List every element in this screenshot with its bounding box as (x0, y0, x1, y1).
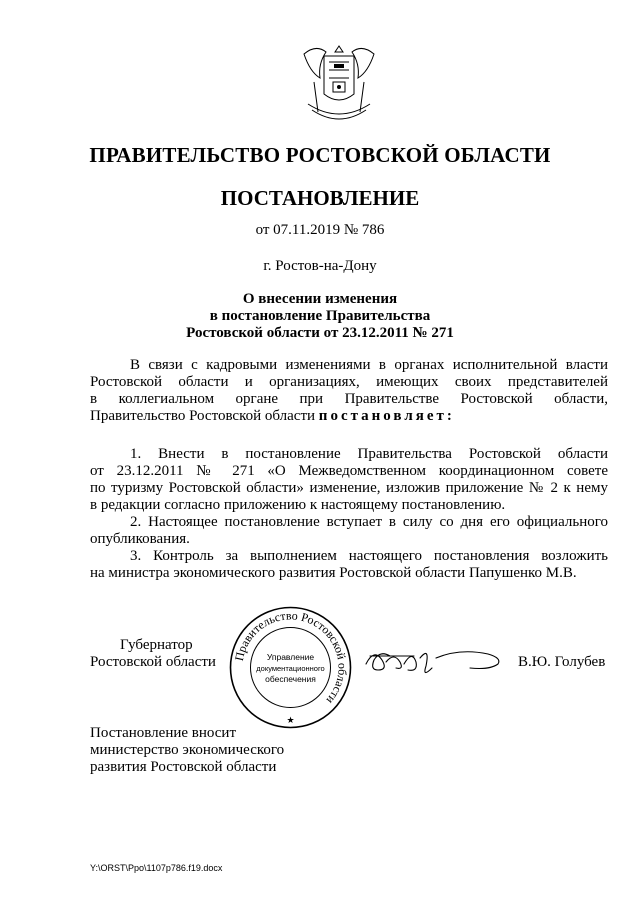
resolves-word: постановляет: (318, 408, 455, 424)
submitter (90, 725, 284, 776)
handwritten-signature (360, 640, 510, 680)
signer-title-l2: Ростовской области (90, 654, 216, 670)
stamp-inner-line: обеспечения (265, 674, 316, 684)
stamp-inner-line: документационного (256, 664, 325, 673)
item-line: 2. Настоящее постановление вступает в силу со дня его официального (130, 514, 608, 530)
item-line: 3. Контроль за выполнением настоящего постановления возложить (130, 548, 608, 564)
city: г. Ростов-на-Дону (263, 258, 377, 274)
file-path: Y:\ORST\Ppo\1107p786.f19.docx (90, 863, 223, 873)
submitter-line: министерство экономического (90, 742, 285, 758)
stamp-inner-line: Управление (266, 652, 315, 662)
document-title (0, 291, 640, 342)
item-line: по туризму Ростовской области» изменение, изложив приложение № 2 к нему (90, 480, 608, 496)
item-line: опубликования. (90, 531, 190, 547)
preamble (90, 357, 608, 425)
stamp-ring-text: Правительство Ростовской области (231, 608, 350, 707)
title-line: в постановление Правительства (209, 308, 431, 324)
preamble-line: В связи с кадровыми изменениями в органах исполнительной власти (130, 357, 608, 373)
signer-title-l1: Губернатор (120, 637, 193, 653)
stamp-star-icon: ★ (286, 715, 295, 725)
item-line: на министра экономического развития Ростовской области Папушенко М.В. (90, 565, 577, 581)
coat-of-arms-icon (296, 42, 382, 122)
items (90, 446, 608, 582)
title-line: Ростовской области от 23.12.2011 № 271 (186, 325, 454, 341)
preamble-line: в коллегиальном органе при Правительстве Ростовской области, (90, 391, 608, 407)
title-line: О внесении изменения (242, 291, 398, 307)
date-number: от 07.11.2019 № 786 (255, 222, 385, 238)
submitter-line: развития Ростовской области (90, 759, 277, 775)
submitter-line: Постановление вносит (90, 725, 237, 741)
signer-name: В.Ю. Голубев (518, 654, 606, 670)
government-name: ПРАВИТЕЛЬСТВО РОСТОВСКОЙ ОБЛАСТИ (89, 143, 551, 167)
official-stamp (228, 605, 353, 730)
preamble-line: Правительство Ростовской области (90, 408, 319, 424)
item-line: 1. Внести в постановление Правительства Ростовской области (130, 446, 608, 462)
item-line: от 23.12.2011 № 271 «О Межведомственном координационном совете (90, 463, 608, 479)
document-type: ПОСТАНОВЛЕНИЕ (220, 186, 420, 210)
item-line: в редакции согласно приложению к настоящему постановлению. (90, 497, 506, 513)
preamble-line: Ростовской области и организациях, имеющих своих представителей (90, 374, 608, 390)
